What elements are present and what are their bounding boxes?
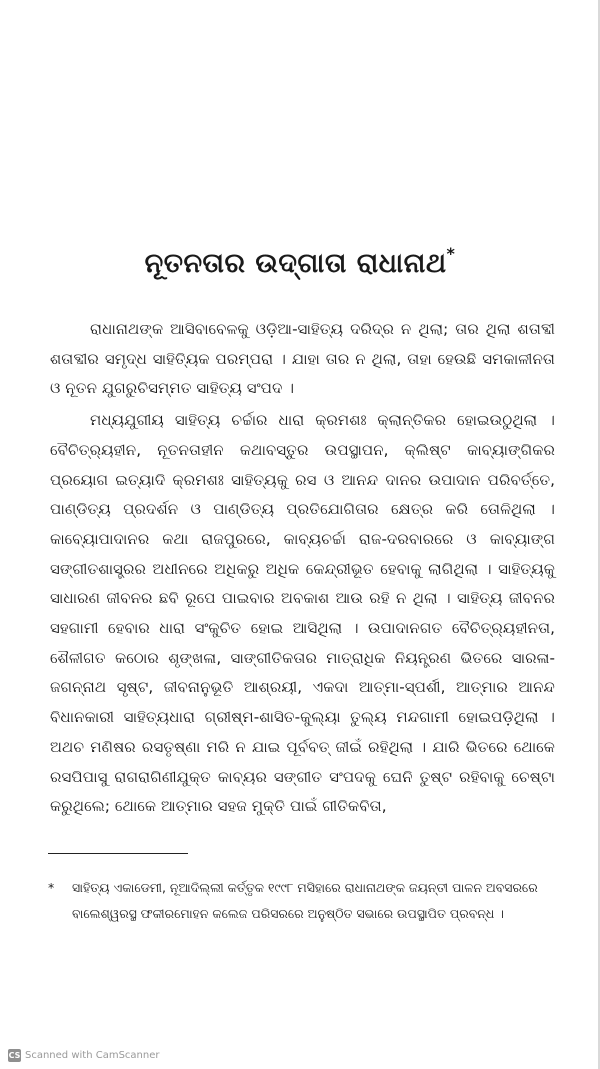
- footnote-divider: [48, 853, 188, 854]
- scanner-label: Scanned with CamScanner: [25, 1050, 160, 1061]
- footnote-text: ସାହିତ୍ୟ ଏକାଡେମୀ, ନୂଆଦିଲ୍ଲୀ କର୍ତ୍ତୃକ ୧୯୯୮ ମସିହାରେ ରାଧାନାଥଙ୍କ ଜୟନ୍ତୀ ପାଳନ ଅବସରରେ ବାଲେଶ୍ୱରସ୍ଥ ଫକୀରମୋହନ କଲେଜ ପରିସରରେ ଅନୁଷ୍ଠିତ ସଭାରେ ଉପସ୍ଥାପିତ ପ୍ରବନ୍ଧ ।: [72, 880, 538, 921]
- paragraph-2: ମଧ୍ୟଯୁଗୀୟ ସାହିତ୍ୟ ଚର୍ଚ୍ଚାର ଧାରା କ୍ରମଶଃ କ୍ଲାନ୍ତିକର ହୋଇଉଠୁଥିଲା । ବୈଚିତ୍ର୍ୟହୀନ, ନୂତନତାହୀନ କଥାବସ୍ତୁର ଉପସ୍ଥାପନ, କ୍ଲିଷ୍ଟ କାବ୍ୟାଙ୍ଗିକର ପ୍ରୟୋଗ ଇତ୍ୟାଦି କ୍ରମଶଃ ସାହିତ୍ୟକୁ ରସ ଓ ଆନନ୍ଦ ଦାନର ଉପାଦାନ ପରିବର୍ତ୍ତେ, ପାଣ୍ଡିତ୍ୟ ପ୍ରଦର୍ଶନ ଓ ପାଣ୍ଡିତ୍ୟ ପ୍ରତିଯୋଗିତାର କ୍ଷେତ୍ର କରି ତୋଳିଥିଲା । କାବ୍ୟୋପାଦାନର କଥା ରାଜପୁରରେ, କାବ୍ୟଚର୍ଚ୍ଚା ରାଜ-ଦରବାରରେ ଓ କାବ୍ୟାଙ୍ଗ ସଙ୍ଗୀତଶାସ୍ତ୍ରର ଅଧୀନରେ ଅଧିକରୁ ଅଧିକ କେନ୍ଦ୍ରୀଭୂତ ହେବାକୁ ଲାଗିଥିଲା । ସାହିତ୍ୟକୁ ସାଧାରଣ ଜୀବନର ଛବି ରୂପେ ପାଇବାର ଅବକାଶ ଆଉ ରହି ନ ଥିଲା । ସାହିତ୍ୟ ଜୀବନର ସହଗାମୀ ହେବାର ଧାରା ସଂକୁଚିତ ହୋଇ ଆସିଥିଲା । ଉପାଦାନଗତ ବୈଚିତ୍ର୍ୟହୀନତା, ଶୈଳୀଗତ କଠୋର ଶୃଙ୍ଖଳା, ସାଙ୍ଗୀତିକତାର ମାତ୍ରାଧିକ ନିୟନ୍ତ୍ରଣ ଭିତରେ ସାରଳା-ଜଗନ୍ନାଥ ସୃଷ୍ଟ, ଜୀବନାନୁଭୂତି ଆଶ୍ରୟୀ, ଏକଦା ଆତ୍ମା-ସ୍ପର୍ଶୀ, ଆତ୍ମାର ଆନନ୍ଦ ବିଧାନକାରୀ ସାହିତ୍ୟଧାରା ଗ୍ରୀଷ୍ମ-ଶାସିତ-କୁଲ୍ୟା ତୁଲ୍ୟ ମନ୍ଦଗାମୀ ହୋଇପଡ଼ିଥିଲା । ଅଥଚ ମଣିଷର ରସତୃଷ୍ଣା ମରି ନ ଯାଇ ପୂର୍ବବତ୍ ଜୀଇଁ ରହିଥିଲା । ଯାରି ଭିତରେ ଥୋକେ ରସପିପାସୁ ରାଗରାଗିଣୀଯୁକ୍ତ କାବ୍ୟର ସଙ୍ଗୀତ ସଂପଦକୁ ଘେନି ତୁଷ୍ଟ ରହିବାକୁ ଚେଷ୍ଟା କରୁଥିଲେ; ଥୋକେ ଆତ୍ମାର ସହଜ ମୁକ୍ତି ପାଇଁ ଗୀତିକବିତା,: [50, 411, 555, 816]
- footnote: [48, 875, 558, 927]
- footnote-mark: *: [48, 880, 55, 895]
- title-footnote-mark: *: [446, 244, 456, 263]
- camscanner-logo-icon: CS: [8, 1051, 21, 1060]
- scanner-watermark: [8, 1049, 160, 1062]
- paragraph-1: ରାଧାନାଥଙ୍କ ଆସିବାବେଳକୁ ଓଡ଼ିଆ-ସାହିତ୍ୟ ଦରିଦ୍ର ନ ଥିଲା; ତାର ଥିଲା ଶତାବ୍ଦୀ ଶତାବ୍ଦୀର ସମୃଦ୍ଧ ସାହିତ୍ୟିକ ପରମ୍ପରା । ଯାହା ତାର ନ ଥିଲା, ତାହା ହେଉଛି ସମକାଳୀନତା ଓ ନୂତନ ଯୁଗରୁଚିସମ୍ମତ ସାହିତ୍ୟ ସଂପଦ ।: [50, 320, 555, 398]
- title-text: ନୂତନତାର ଉଦ୍‌ଗାତା ରାଧାନାଥ: [144, 248, 447, 279]
- body-text: [50, 315, 555, 824]
- page-title: [0, 244, 600, 280]
